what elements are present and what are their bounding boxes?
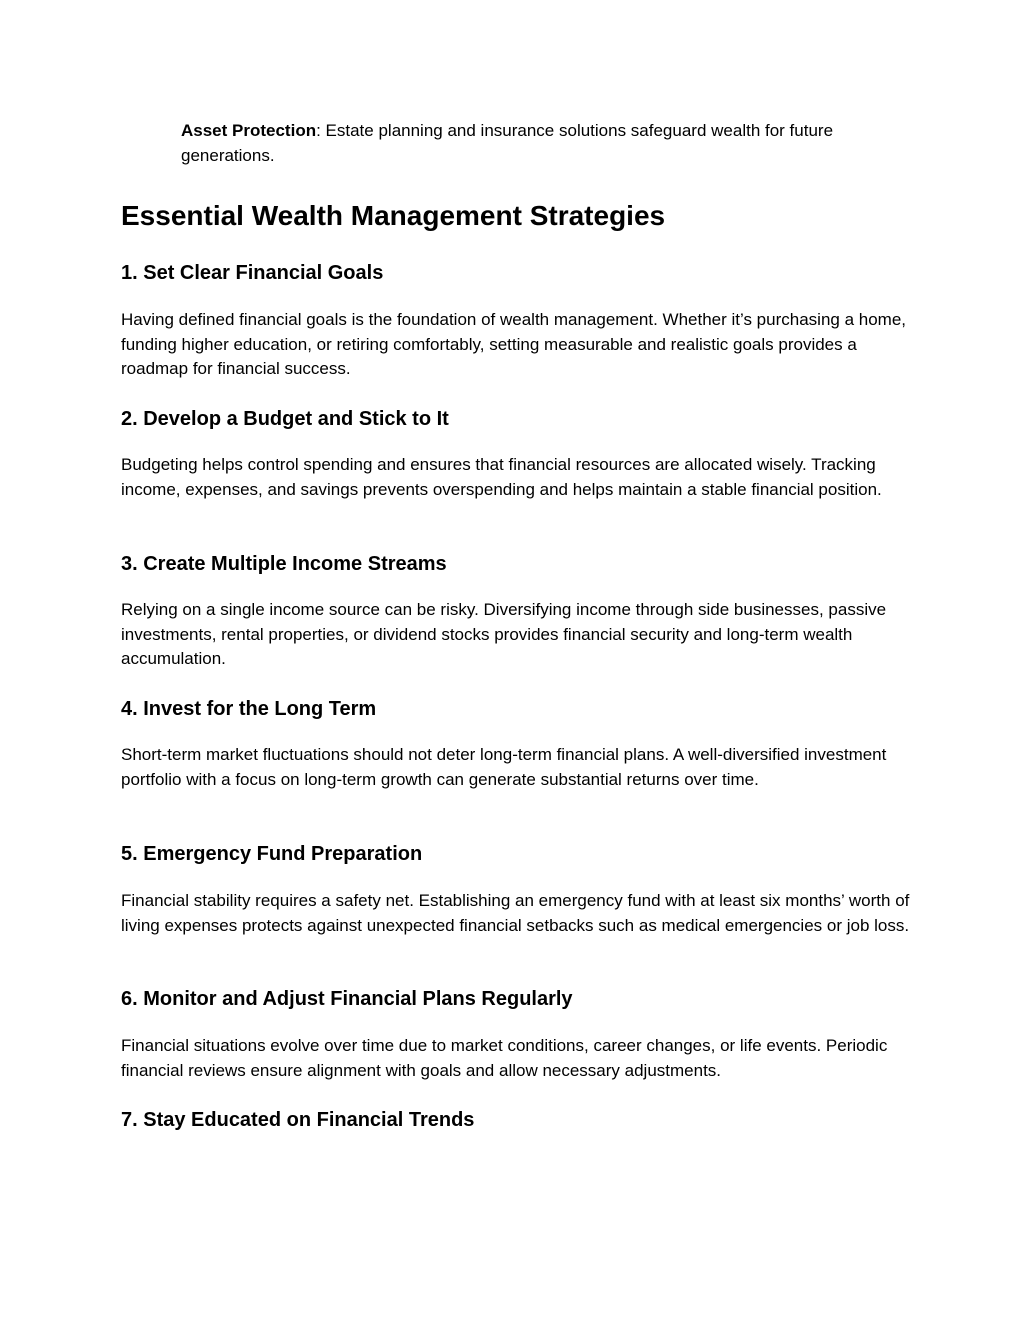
asset-protection-item [181, 118, 911, 168]
section-heading-1: 1. Set Clear Financial Goals [121, 262, 384, 284]
asset-protection-text: : Estate planning and insurance solutions safeguard wealth for future generations. [181, 121, 834, 165]
section-body-4: Short-term market fluctuations should not deter long-term financial plans. A well-diversified investment portfolio with a focus on long-term growth can generate substantial returns over time. [121, 745, 887, 789]
section-body-3: Relying on a single income source can be risky. Diversifying income through side businesses, passive investments, rental properties, or dividend stocks provides financial security and long-term wealth accumulation. [121, 600, 887, 668]
section-heading-5: 5. Emergency Fund Preparation [121, 843, 423, 865]
section-heading-7: 7. Stay Educated on Financial Trends [121, 1109, 475, 1131]
section-heading-2: 2. Develop a Budget and Stick to It [121, 408, 449, 430]
section-body-2: Budgeting helps control spending and ensures that financial resources are allocated wisely. Tracking income, expenses, and savings prevents overspending and helps maintain a stable financial position. [121, 455, 882, 499]
page-title: Essential Wealth Management Strategies [121, 200, 666, 231]
section-body-1: Having defined financial goals is the foundation of wealth management. Whether it’s purchasing a home, funding higher education, or retiring comfortably, setting measurable and realistic goals provides a roadmap for financial success. [121, 310, 906, 378]
section-body-5: Financial stability requires a safety net. Establishing an emergency fund with at least six months’ worth of living expenses protects against unexpected financial setbacks such as medical emergencies or job loss. [121, 891, 910, 935]
section-heading-6: 6. Monitor and Adjust Financial Plans Regularly [121, 988, 573, 1010]
section-heading-4: 4. Invest for the Long Term [121, 698, 377, 720]
section-body-6: Financial situations evolve over time due to market conditions, career changes, or life events. Periodic financial reviews ensure alignment with goals and allow necessary adjustments. [121, 1036, 888, 1080]
asset-protection-term: Asset Protection [181, 121, 317, 140]
section-heading-3: 3. Create Multiple Income Streams [121, 553, 447, 575]
